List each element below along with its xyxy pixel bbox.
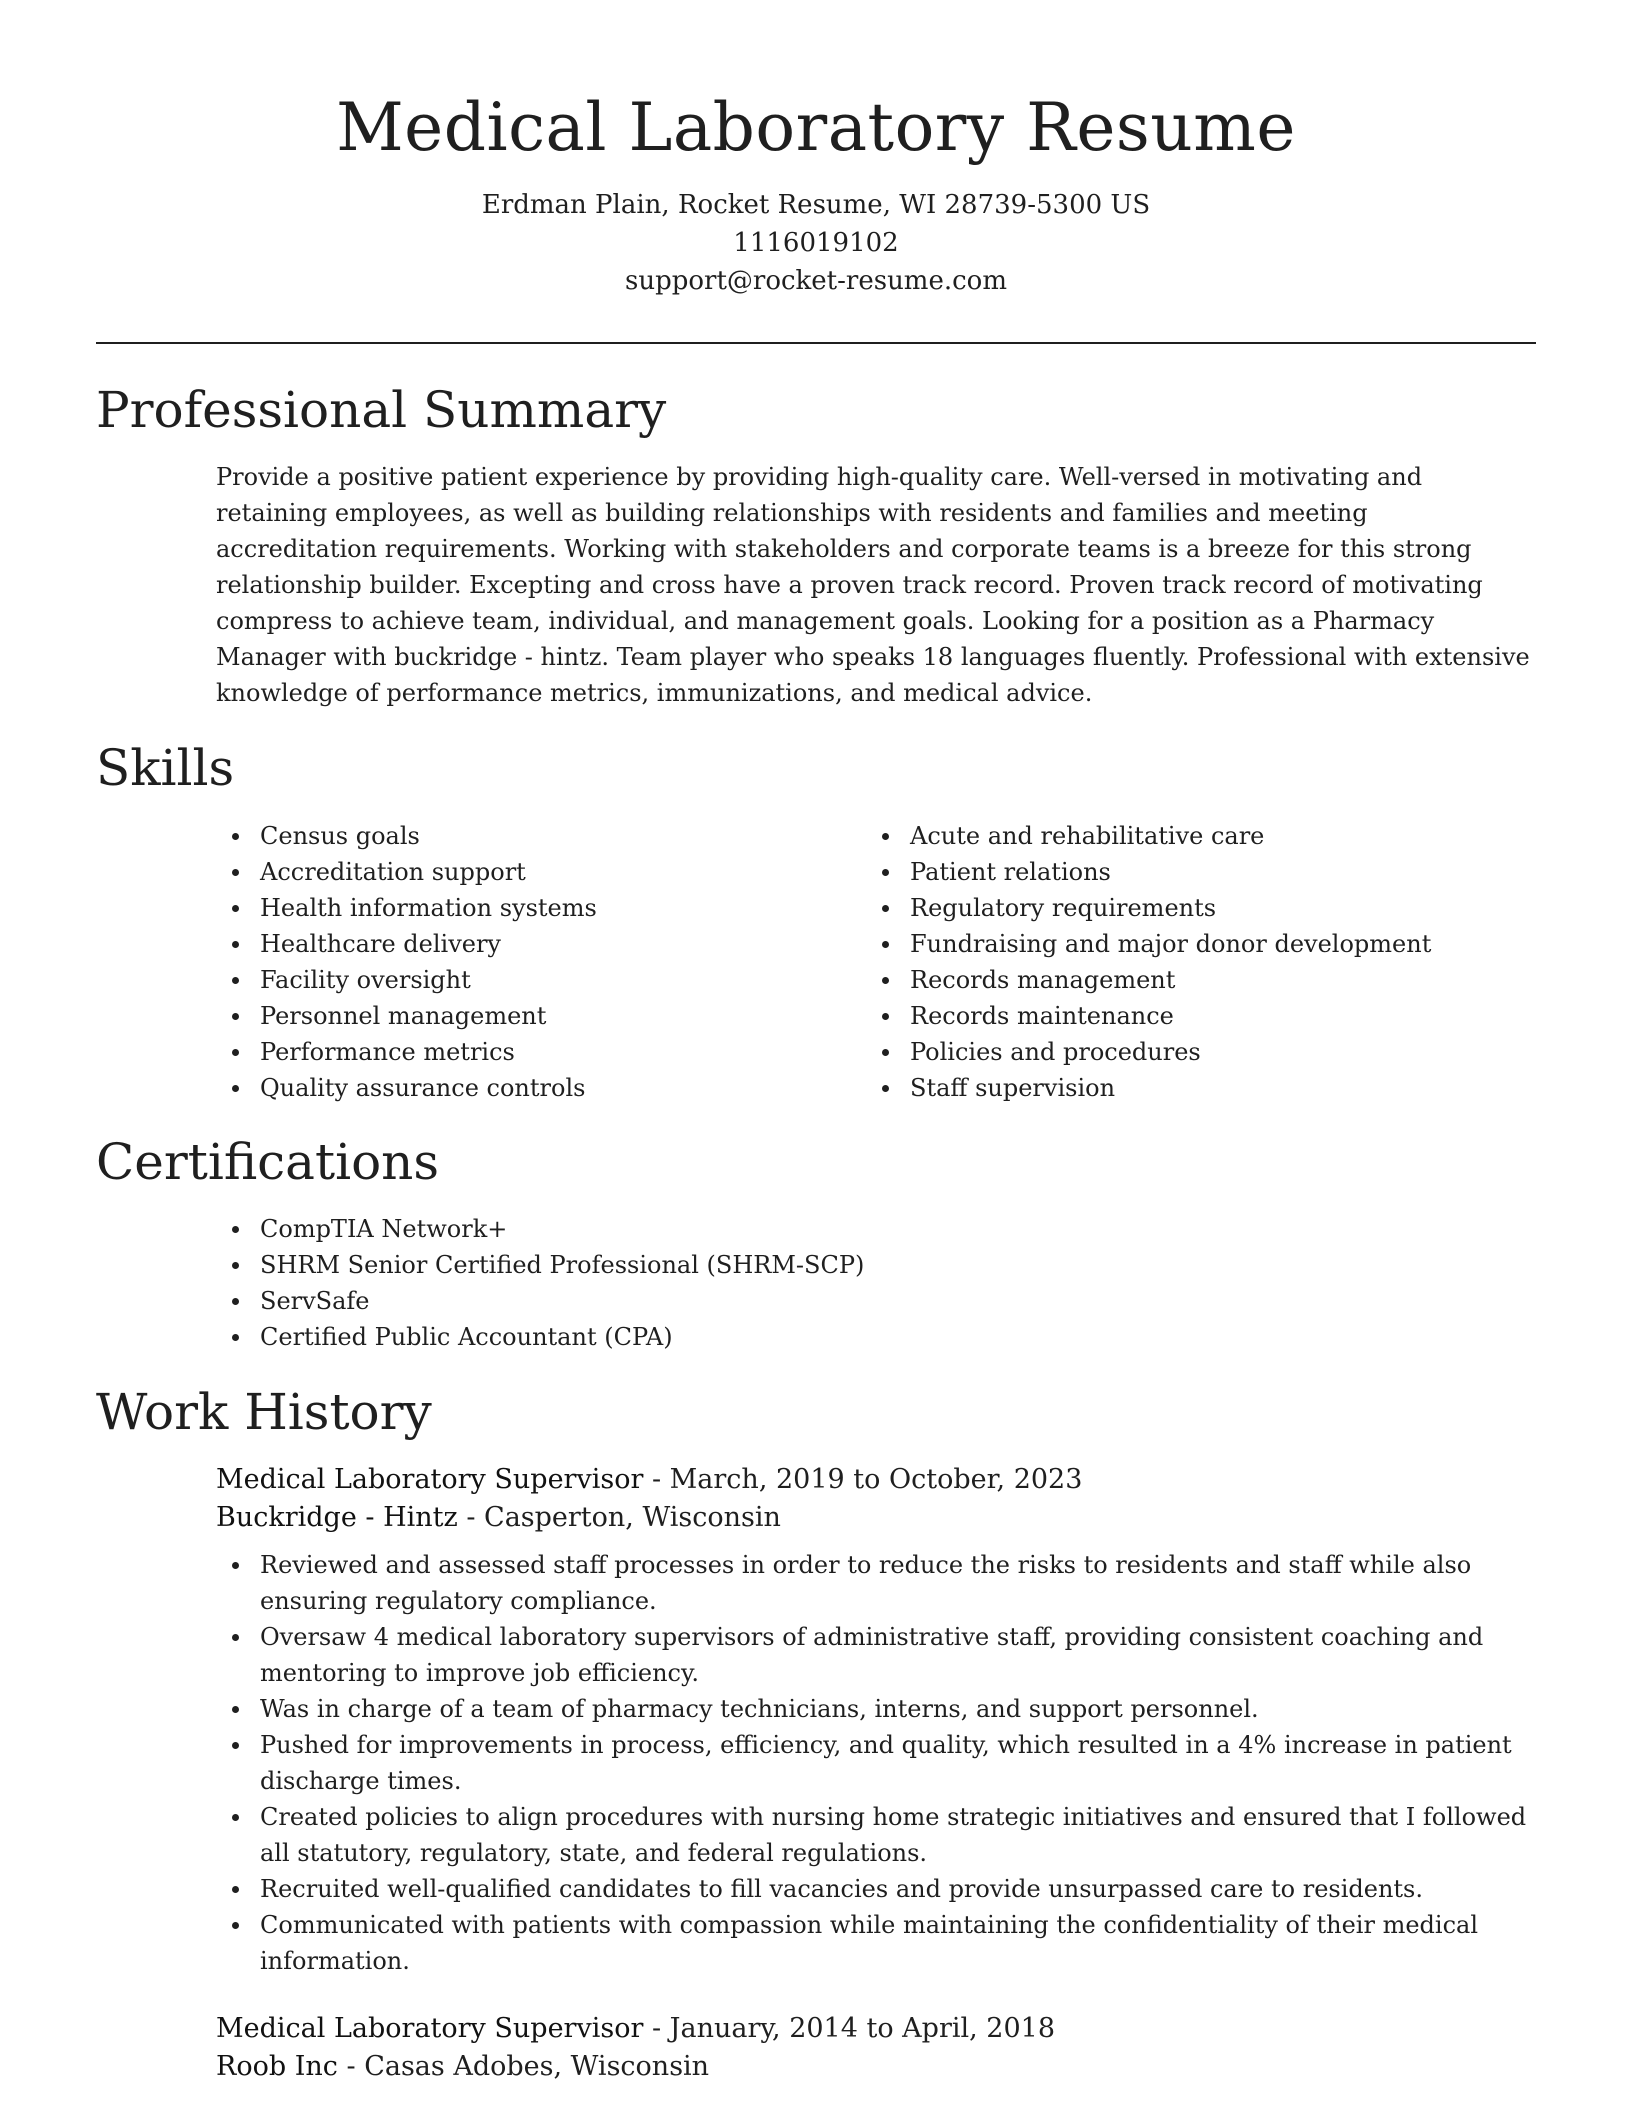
job-location: Casperton, Wisconsin <box>484 1502 781 1533</box>
resume-title: Medical Laboratory Resume <box>336 89 1296 166</box>
job-bullet: Reviewed and assessed staff processes in order to reduce the risks to residents and staff while also ensuring regulatory compliance. <box>216 1547 1536 1619</box>
skill-item: Records maintenance <box>866 998 1506 1034</box>
job-header <box>216 2010 1536 2086</box>
skill-item: Accreditation support <box>216 854 856 890</box>
certification-item: ServSafe <box>216 1283 1536 1319</box>
job-company: Roob Inc <box>216 2051 338 2082</box>
section-title-skills: Skills <box>96 739 235 797</box>
job-role: Medical Laboratory Supervisor <box>216 1464 644 1495</box>
job-bullet: Oversaw 4 medical laboratory supervisors of administrative staff, providing consistent coaching and mentoring to improve job efficiency. <box>216 1619 1536 1691</box>
section-title-certifications: Certifications <box>96 1133 440 1191</box>
job-bullet: Pushed for improvements in process, efficiency, and quality, which resulted in a 4% increase in patient discharge times. <box>216 1727 1536 1799</box>
skill-item: Regulatory requirements <box>866 890 1506 926</box>
job-title-line <box>216 2010 1536 2048</box>
skill-item: Quality assurance controls <box>216 1070 856 1106</box>
job-company-line <box>216 2048 1536 2086</box>
skill-item: Health information systems <box>216 890 856 926</box>
job-dates: March, 2019 to October, 2023 <box>669 1464 1083 1495</box>
job-company: Buckridge - Hintz <box>216 1502 458 1533</box>
contact-email: support@rocket-resume.com <box>624 266 1007 296</box>
job-location: Casas Adobes, Wisconsin <box>364 2051 710 2082</box>
skill-item: Census goals <box>216 818 856 854</box>
job-bullet: Communicated with patients with compassion while maintaining the confidentiality of their medical information. <box>216 1907 1536 1979</box>
skill-item: Performance metrics <box>216 1034 856 1070</box>
contact-phone: 1116019102 <box>733 228 899 258</box>
skill-item: Acute and rehabilitative care <box>866 818 1506 854</box>
summary-text: Provide a positive patient experience by providing high-quality care. Well-versed in motivating and retaining employees, as well as building relationships with residents and families and meeting accreditation requirements. Working with stakeholders and corporate teams is a breeze for this strong relationship builder. Excepting and cross have a proven track record. Proven track record of motivating compress to achieve team, individual, and management goals. Looking for a position as a Pharmacy Manager with buckridge - hintz. Team player who speaks 18 languages fluently. Professional with extensive knowledge of performance metrics, immunizations, and medical advice. <box>216 463 1530 707</box>
skill-item: Records management <box>866 962 1506 998</box>
skill-item: Policies and procedures <box>866 1034 1506 1070</box>
job-bullet-list <box>216 1547 1536 1979</box>
job-role: Medical Laboratory Supervisor <box>216 2013 644 2044</box>
certification-item: SHRM Senior Certified Professional (SHRM-SCP) <box>216 1247 1536 1283</box>
separator: - <box>643 2013 670 2044</box>
job-bullet: Recruited well-qualified candidates to fill vacancies and provide unsurpassed care to residents. <box>216 1871 1536 1907</box>
separator: - <box>337 2051 365 2082</box>
section-title-work-history: Work History <box>96 1383 432 1441</box>
skills-column-left <box>216 818 856 1106</box>
skill-item: Facility oversight <box>216 962 856 998</box>
separator: - <box>457 1502 485 1533</box>
job-title-line <box>216 1461 1536 1499</box>
certifications-list <box>216 1211 1536 1355</box>
section-title-summary: Professional Summary <box>96 381 667 439</box>
skill-item: Patient relations <box>866 854 1506 890</box>
certification-item: CompTIA Network+ <box>216 1211 1536 1247</box>
skill-item: Fundraising and major donor development <box>866 926 1506 962</box>
job-header <box>216 1461 1536 1537</box>
job-bullet: Created policies to align procedures with nursing home strategic initiatives and ensured that I followed all statutory, regulatory, state, and federal regulations. <box>216 1799 1536 1871</box>
header-divider <box>96 342 1536 344</box>
skill-item: Staff supervision <box>866 1070 1506 1106</box>
job-company-line <box>216 1499 1536 1537</box>
skill-item: Healthcare delivery <box>216 926 856 962</box>
skills-column-right <box>866 818 1506 1106</box>
job-bullet: Was in charge of a team of pharmacy technicians, interns, and support personnel. <box>216 1691 1536 1727</box>
skill-item: Personnel management <box>216 998 856 1034</box>
certification-item: Certified Public Accountant (CPA) <box>216 1319 1536 1355</box>
contact-block <box>0 186 1632 300</box>
resume-header <box>0 0 1632 300</box>
separator: - <box>643 1464 670 1495</box>
contact-address: Erdman Plain, Rocket Resume, WI 28739-5300 US <box>481 190 1151 220</box>
job-dates: January, 2014 to April, 2018 <box>669 2013 1056 2044</box>
